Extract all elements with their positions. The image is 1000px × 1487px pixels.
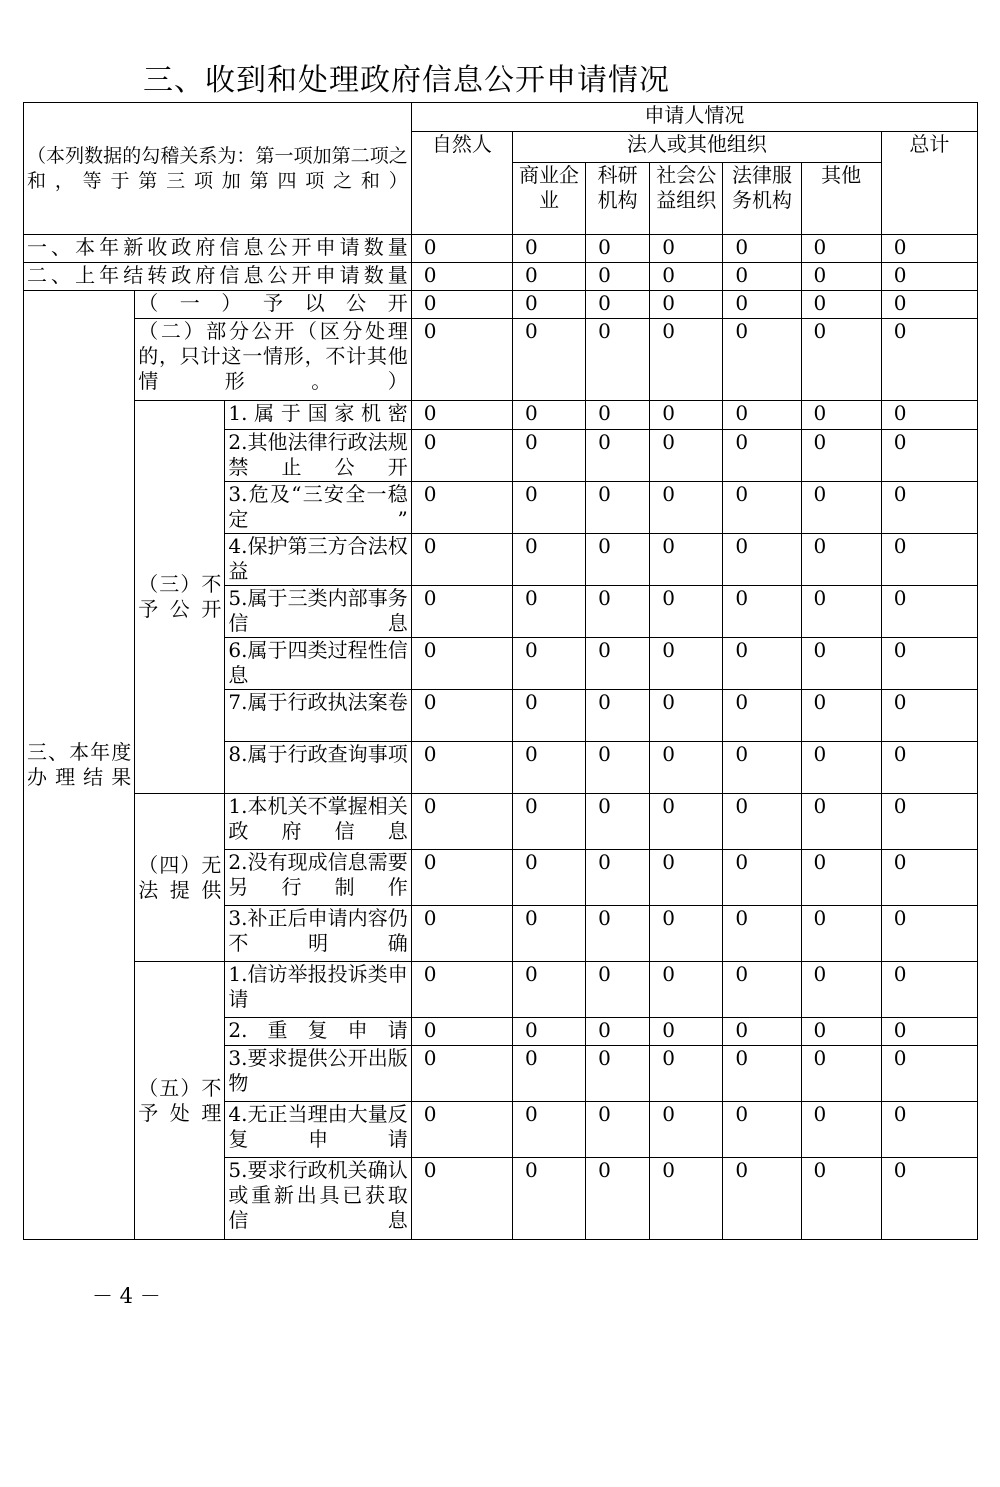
cell-value: 0: [512, 638, 585, 690]
table-row: [24, 794, 978, 850]
row-label: 3.危及“三安全一稳定”: [225, 482, 411, 534]
cell-value: 0: [650, 586, 723, 638]
row-label: 1.本机关不掌握相关政府信息: [225, 794, 411, 850]
header-commercial: 商业企业: [512, 163, 585, 235]
row-label: （二）部分公开（区分处理的，只计这一情形，不计其他情形。）: [135, 319, 412, 401]
cell-value: 0: [586, 430, 650, 482]
cell-value: 0: [801, 1102, 881, 1158]
cell-value: 0: [881, 1102, 977, 1158]
cell-value: 0: [411, 319, 512, 401]
cell-value: 0: [512, 586, 585, 638]
cell-value: 0: [586, 1046, 650, 1102]
cell-value: 0: [586, 263, 650, 291]
cell-value: 0: [881, 742, 977, 794]
row-label: 5.要求行政机关确认或重新出具已获取信息: [225, 1158, 411, 1240]
cell-value: 0: [650, 401, 723, 430]
row-label: 4.保护第三方合法权益: [225, 534, 411, 586]
cell-value: 0: [411, 742, 512, 794]
cell-value: 0: [801, 430, 881, 482]
header-total: 总计: [881, 132, 977, 235]
cell-value: 0: [723, 794, 801, 850]
cell-value: 0: [801, 906, 881, 962]
cell-value: 0: [801, 850, 881, 906]
cell-value: 0: [512, 235, 585, 263]
cell-value: 0: [881, 430, 977, 482]
cell-value: 0: [723, 319, 801, 401]
cell-value: 0: [801, 235, 881, 263]
cell-value: 0: [723, 482, 801, 534]
cell-value: 0: [801, 482, 881, 534]
header-research: 科研机构: [586, 163, 650, 235]
cell-value: 0: [586, 1102, 650, 1158]
cell-value: 0: [723, 690, 801, 742]
cell-value: 0: [881, 586, 977, 638]
cell-value: 0: [650, 1102, 723, 1158]
cannot-provide-group-label: （四）无法提供: [135, 794, 225, 962]
cell-value: 0: [512, 291, 585, 319]
cell-value: 0: [650, 482, 723, 534]
not-process-group-label: （五）不予处理: [135, 962, 225, 1240]
row-label: 二、上年结转政府信息公开申请数量: [24, 263, 412, 291]
table-row: [24, 319, 978, 401]
cell-value: 0: [512, 430, 585, 482]
cell-value: 0: [801, 794, 881, 850]
cell-value: 0: [411, 263, 512, 291]
cell-value: 0: [586, 906, 650, 962]
cell-value: 0: [586, 850, 650, 906]
table-row: [24, 962, 978, 1018]
cell-value: 0: [650, 235, 723, 263]
cell-value: 0: [723, 962, 801, 1018]
cell-value: 0: [723, 534, 801, 586]
cell-value: 0: [881, 690, 977, 742]
cell-value: 0: [723, 906, 801, 962]
cell-value: 0: [801, 586, 881, 638]
cell-value: 0: [586, 1018, 650, 1046]
header-public-welfare: 社会公益组织: [650, 163, 723, 235]
cell-value: 0: [881, 1158, 977, 1240]
row-label: 8.属于行政查询事项: [225, 742, 411, 794]
cell-value: 0: [881, 850, 977, 906]
row-label: 1.信访举报投诉类申请: [225, 962, 411, 1018]
cell-value: 0: [723, 235, 801, 263]
cell-value: 0: [512, 962, 585, 1018]
cell-value: 0: [881, 962, 977, 1018]
cell-value: 0: [411, 291, 512, 319]
cell-value: 0: [411, 962, 512, 1018]
cell-value: 0: [512, 482, 585, 534]
cell-value: 0: [586, 401, 650, 430]
cell-value: 0: [512, 906, 585, 962]
cell-value: 0: [650, 1046, 723, 1102]
row-label: 2.没有现成信息需要另行制作: [225, 850, 411, 906]
cell-value: 0: [881, 534, 977, 586]
row-label: 2.重复申请: [225, 1018, 411, 1046]
cell-value: 0: [723, 1046, 801, 1102]
cell-value: 0: [881, 235, 977, 263]
cell-value: 0: [512, 1046, 585, 1102]
cell-value: 0: [881, 482, 977, 534]
cell-value: 0: [650, 534, 723, 586]
cell-value: 0: [650, 906, 723, 962]
row-label: （一）予以公开: [135, 291, 412, 319]
cell-value: 0: [801, 319, 881, 401]
cell-value: 0: [586, 319, 650, 401]
cell-value: 0: [411, 1046, 512, 1102]
cell-value: 0: [881, 291, 977, 319]
cell-value: 0: [881, 906, 977, 962]
cell-value: 0: [650, 742, 723, 794]
cell-value: 0: [650, 1158, 723, 1240]
cell-value: 0: [650, 319, 723, 401]
cell-value: 0: [512, 263, 585, 291]
cell-value: 0: [512, 319, 585, 401]
cell-value: 0: [801, 690, 881, 742]
cell-value: 0: [801, 638, 881, 690]
cell-value: 0: [801, 401, 881, 430]
cell-value: 0: [723, 401, 801, 430]
cell-value: 0: [723, 1018, 801, 1046]
cell-value: 0: [411, 235, 512, 263]
cell-value: 0: [650, 690, 723, 742]
cell-value: 0: [723, 1158, 801, 1240]
cell-value: 0: [411, 1102, 512, 1158]
cell-value: 0: [411, 794, 512, 850]
cell-value: 0: [801, 962, 881, 1018]
row-label: 4.无正当理由大量反复申请: [225, 1102, 411, 1158]
results-group-label: 三、本年度办理结果: [24, 291, 135, 1240]
cell-value: 0: [801, 263, 881, 291]
row-label: 7.属于行政执法案卷: [225, 690, 411, 742]
cell-value: 0: [411, 586, 512, 638]
cell-value: 0: [512, 850, 585, 906]
cell-value: 0: [411, 850, 512, 906]
cell-value: 0: [512, 534, 585, 586]
cell-value: 0: [512, 742, 585, 794]
cell-value: 0: [586, 235, 650, 263]
column-relation-note: （本列数据的勾稽关系为：第一项加第二项之和，等于第三项加第四项之和）: [24, 103, 412, 235]
table-row: [24, 235, 978, 263]
cell-value: 0: [411, 638, 512, 690]
cell-value: 0: [512, 690, 585, 742]
cell-value: 0: [881, 1018, 977, 1046]
cell-value: 0: [650, 263, 723, 291]
cell-value: 0: [881, 263, 977, 291]
cell-value: 0: [411, 482, 512, 534]
cell-value: 0: [650, 1018, 723, 1046]
cell-value: 0: [801, 291, 881, 319]
header-legal-service: 法律服务机构: [723, 163, 801, 235]
cell-value: 0: [801, 1018, 881, 1046]
cell-value: 0: [411, 690, 512, 742]
cell-value: 0: [881, 638, 977, 690]
cell-value: 0: [723, 430, 801, 482]
cell-value: 0: [586, 794, 650, 850]
cell-value: 0: [723, 638, 801, 690]
cell-value: 0: [411, 430, 512, 482]
cell-value: 0: [801, 1158, 881, 1240]
cell-value: 0: [723, 850, 801, 906]
cell-value: 0: [411, 1158, 512, 1240]
cell-value: 0: [586, 482, 650, 534]
cell-value: 0: [650, 962, 723, 1018]
row-label: 3.补正后申请内容仍不明确: [225, 906, 411, 962]
cell-value: 0: [650, 638, 723, 690]
cell-value: 0: [881, 794, 977, 850]
cell-value: 0: [801, 1046, 881, 1102]
cell-value: 0: [411, 906, 512, 962]
cell-value: 0: [586, 586, 650, 638]
cell-value: 0: [723, 263, 801, 291]
header-natural-person: 自然人: [411, 132, 512, 235]
cell-value: 0: [723, 1102, 801, 1158]
cell-value: 0: [586, 534, 650, 586]
cell-value: 0: [512, 794, 585, 850]
cell-value: 0: [586, 962, 650, 1018]
cell-value: 0: [650, 291, 723, 319]
cell-value: 0: [723, 291, 801, 319]
not-open-group-label: （三）不予公开: [135, 401, 225, 794]
cell-value: 0: [650, 794, 723, 850]
cell-value: 0: [586, 291, 650, 319]
cell-value: 0: [411, 534, 512, 586]
row-label: 1.属于国家机密: [225, 401, 411, 430]
cell-value: 0: [586, 742, 650, 794]
cell-value: 0: [586, 638, 650, 690]
cell-value: 0: [801, 534, 881, 586]
cell-value: 0: [411, 1018, 512, 1046]
cell-value: 0: [512, 1018, 585, 1046]
cell-value: 0: [586, 690, 650, 742]
cell-value: 0: [881, 401, 977, 430]
cell-value: 0: [801, 742, 881, 794]
cell-value: 0: [512, 1102, 585, 1158]
cell-value: 0: [881, 1046, 977, 1102]
table-row: [24, 291, 978, 319]
application-statistics-table: [23, 102, 978, 1240]
cell-value: 0: [586, 1158, 650, 1240]
page-number: － 4 －: [92, 1284, 161, 1308]
row-label: 3.要求提供公开出版物: [225, 1046, 411, 1102]
row-label: 2.其他法律行政法规禁止公开: [225, 430, 411, 482]
cell-value: 0: [411, 401, 512, 430]
table-row: [24, 401, 978, 430]
row-label: 6.属于四类过程性信息: [225, 638, 411, 690]
cell-value: 0: [650, 430, 723, 482]
page-title: 三、收到和处理政府信息公开申请情况: [143, 63, 670, 98]
cell-value: 0: [650, 850, 723, 906]
row-label: 5.属于三类内部事务信息: [225, 586, 411, 638]
table-row: [24, 263, 978, 291]
cell-value: 0: [881, 319, 977, 401]
header-applicant-situation: 申请人情况: [411, 103, 977, 132]
header-other: 其他: [801, 163, 881, 235]
header-legal-orgs: 法人或其他组织: [512, 132, 881, 163]
cell-value: 0: [512, 401, 585, 430]
cell-value: 0: [512, 1158, 585, 1240]
row-label: 一、本年新收政府信息公开申请数量: [24, 235, 412, 263]
cell-value: 0: [723, 742, 801, 794]
cell-value: 0: [723, 586, 801, 638]
